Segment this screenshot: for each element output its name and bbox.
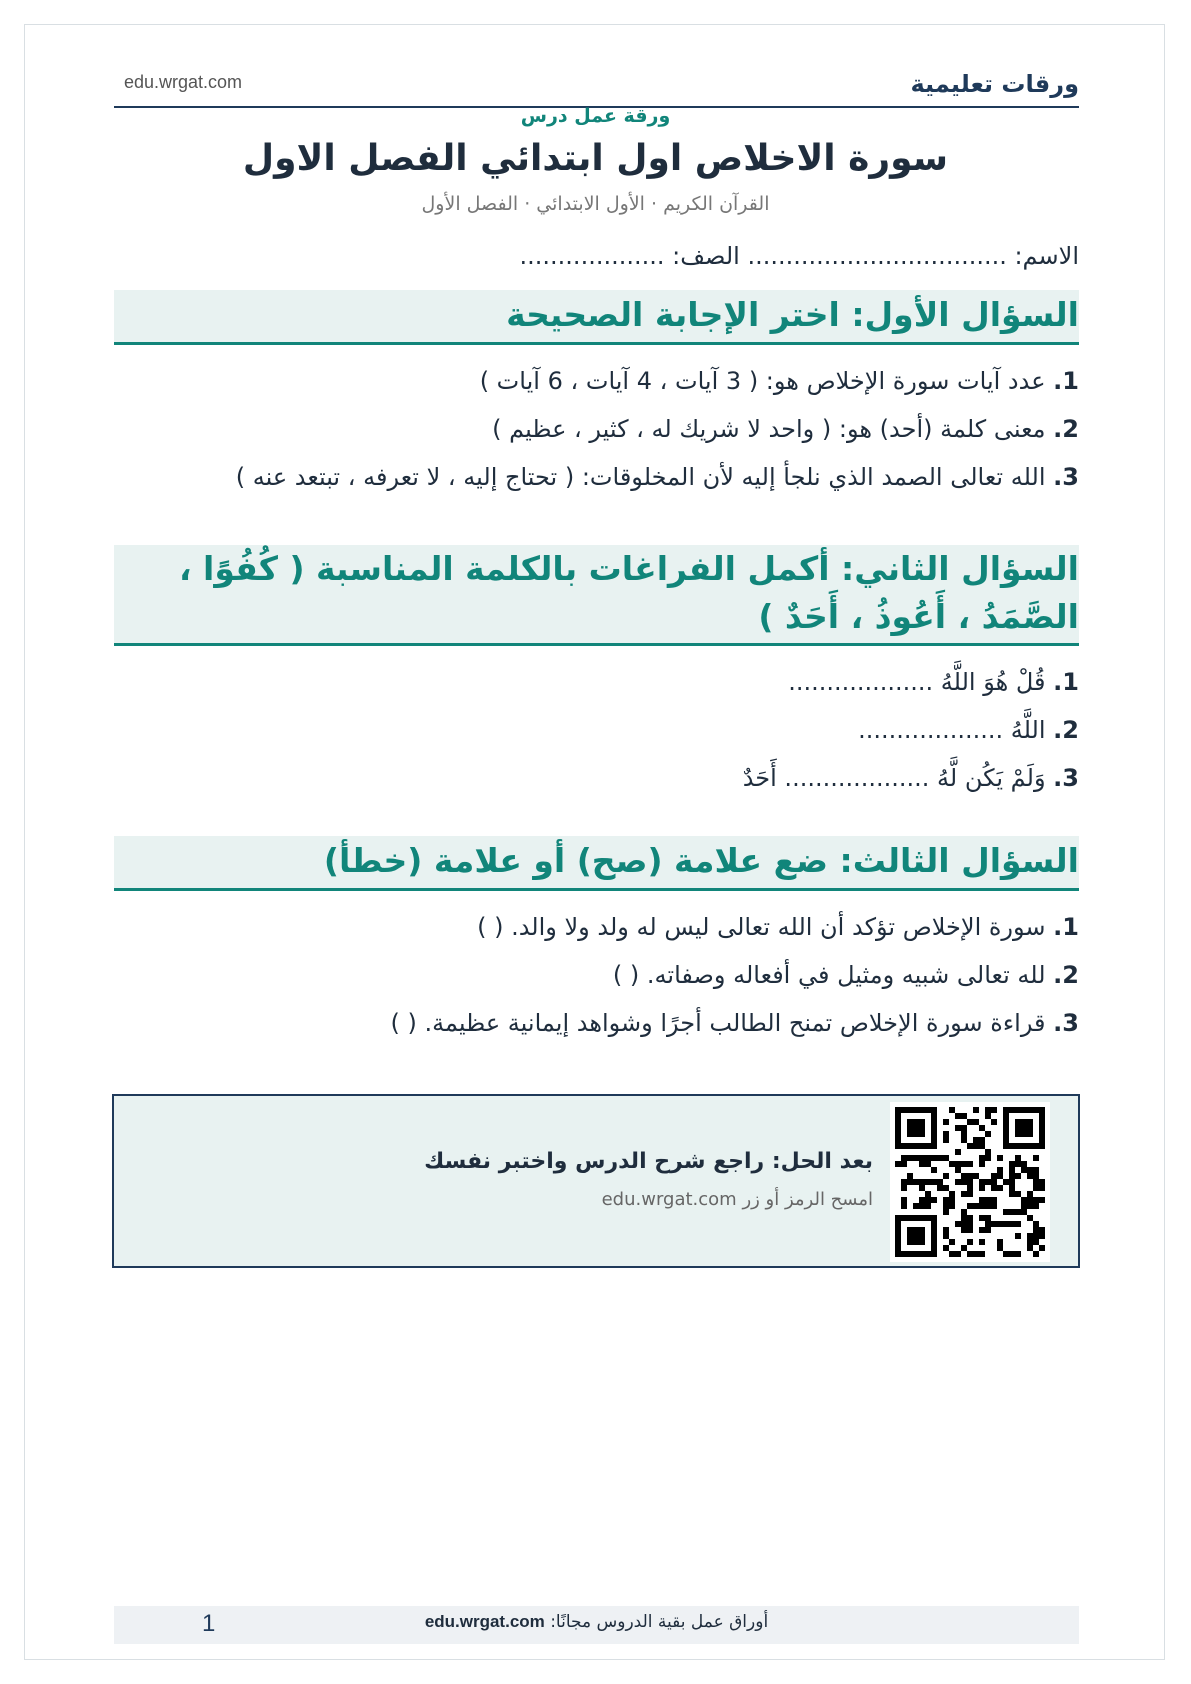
list-item xyxy=(114,357,1079,405)
item-number: 3. xyxy=(1053,1009,1079,1037)
item-text: لله تعالى شبيه ومثيل في أفعاله وصفاته. ( ) xyxy=(612,961,1046,989)
worksheet-kicker: ورقة عمل درس xyxy=(520,105,671,127)
item-text: اللَّهُ ................... xyxy=(858,716,1046,744)
item-number: 2. xyxy=(1053,716,1079,744)
header-site-url[interactable]: edu.wrgat.com xyxy=(124,72,243,92)
item-number: 1. xyxy=(1053,913,1079,941)
footer-site-link[interactable]: edu.wrgat.com xyxy=(424,1612,545,1631)
item-number: 3. xyxy=(1053,764,1079,792)
page-number: 1 xyxy=(202,1610,216,1637)
item-number: 2. xyxy=(1053,961,1079,989)
question-list xyxy=(114,903,1079,1047)
after-solving-box xyxy=(112,1094,1080,1268)
qr-code-icon[interactable] xyxy=(890,1102,1050,1262)
list-item xyxy=(114,658,1079,706)
item-text: قُلْ هُوَ اللَّهُ ................... xyxy=(788,668,1046,696)
item-number: 1. xyxy=(1053,668,1079,696)
brand-name: ورقات تعليمية xyxy=(910,70,1079,98)
page-subtitle: القرآن الكريم · الأول الابتدائي · الفصل الأول xyxy=(421,193,770,215)
item-text: وَلَمْ يَكُن لَّهُ ................... أَحَدٌ xyxy=(742,764,1046,792)
item-text: عدد آيات سورة الإخلاص هو: ( 3 آيات ، 4 آيات ، 6 آيات ) xyxy=(479,367,1046,395)
page-footer xyxy=(114,1606,1079,1644)
section-question-1 xyxy=(114,290,1079,501)
list-item xyxy=(114,405,1079,453)
section-question-3 xyxy=(114,836,1079,1047)
question-list xyxy=(114,357,1079,501)
page-title: سورة الاخلاص اول ابتدائي الفصل الاول xyxy=(242,138,949,179)
list-item xyxy=(114,903,1079,951)
section-heading: السؤال الأول: اختر الإجابة الصحيحة xyxy=(114,290,1079,345)
item-text: سورة الإخلاص تؤكد أن الله تعالى ليس له ولد ولا والد. ( ) xyxy=(477,913,1046,941)
footer-text xyxy=(114,1612,1079,1632)
item-number: 1. xyxy=(1053,367,1079,395)
list-item xyxy=(114,706,1079,754)
item-number: 2. xyxy=(1053,415,1079,443)
item-text: قراءة سورة الإخلاص تمنح الطالب أجرًا وشواهد إيمانية عظيمة. ( ) xyxy=(390,1009,1046,1037)
item-text: معنى كلمة (أحد) هو: ( واحد لا شريك له ، كثير ، عظيم ) xyxy=(492,415,1046,443)
section-heading: السؤال الثالث: ضع علامة (صح) أو علامة (خطأ) xyxy=(114,836,1079,891)
list-item xyxy=(114,754,1079,802)
after-solving-subtitle[interactable]: امسح الرمز أو زر edu.wrgat.com xyxy=(601,1189,873,1210)
after-solving-title: بعد الحل: راجع شرح الدرس واختبر نفسك xyxy=(424,1149,873,1174)
item-text: الله تعالى الصمد الذي نلجأ إليه لأن المخلوقات: ( تحتاج إليه ، لا تعرفه ، تبتعد عنه ) xyxy=(235,463,1046,491)
page-header xyxy=(114,62,1079,108)
section-heading: السؤال الثاني: أكمل الفراغات بالكلمة المناسبة ( كُفُوًا ، الصَّمَدُ ، أَعُوذُ ، أَحَدٌ ) xyxy=(114,545,1079,646)
list-item xyxy=(114,453,1079,501)
item-number: 3. xyxy=(1053,463,1079,491)
section-question-2 xyxy=(114,545,1079,802)
question-list xyxy=(114,658,1079,802)
footer-text-prefix: أوراق عمل بقية الدروس مجانًا: xyxy=(550,1612,769,1632)
list-item xyxy=(114,951,1079,999)
name-class-line: الاسم: .................................. الصف: ................... xyxy=(519,242,1079,270)
list-item xyxy=(114,999,1079,1047)
